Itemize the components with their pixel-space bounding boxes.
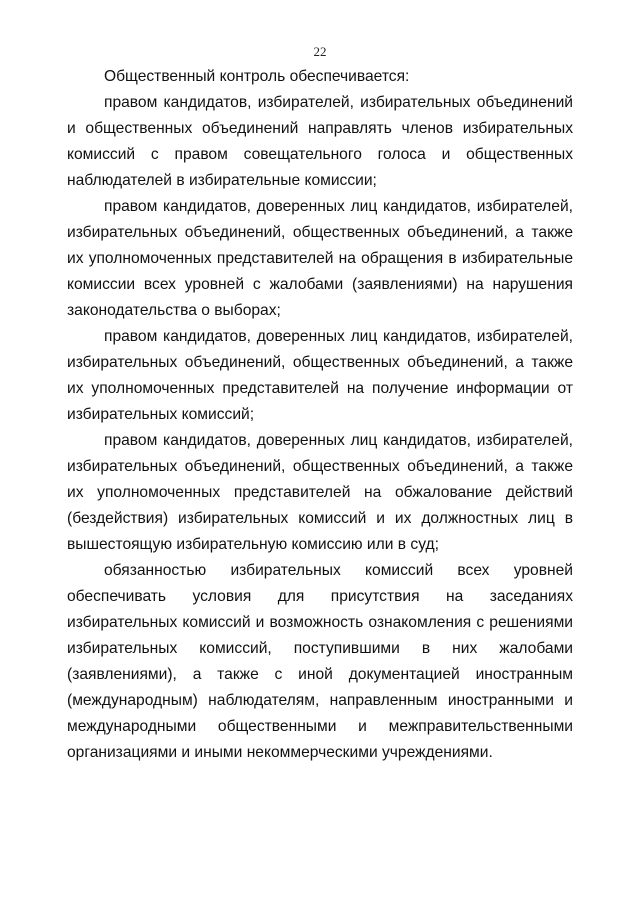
body-text [67, 64, 573, 766]
paragraph-complaints: правом кандидатов, доверенных лиц кандидатов, избирателей, избирательных объединений, общественных объединений, а также их уполномоченных представителей на обращения в избирательные комиссии всех уровней с жалобами (заявлениями) на нарушения законодательства о выборах; [67, 198, 573, 319]
paragraph-appeals: правом кандидатов, доверенных лиц кандидатов, избирателей, избирательных объединений, общественных объединений, а также их уполномоченных представителей на обжалование действий (бездействия) избирательных комиссий и их должностных лиц в вышестоящую избирательную комиссию или в суд; [67, 432, 573, 553]
paragraph-information: правом кандидатов, доверенных лиц кандидатов, избирателей, избирательных объединений, общественных объединений, а также их уполномоченных представителей на получение информации от избирательных комиссий; [67, 328, 573, 423]
paragraph-candidates-members: правом кандидатов, избирателей, избирательных объединений и общественных объединений направлять членов избирательных комиссий с правом совещательного голоса и общественных наблюдателей в избирательные комиссии; [67, 94, 573, 189]
paragraph-observers: обязанностью избирательных комиссий всех уровней обеспечивать условия для присутствия на заседаниях избирательных комиссий и возможность ознакомления с решениями избирательных комиссий, поступившими в них жалобами (заявлениями), а также с иной документацией иностранным (международным) наблюдателям, направленным иностранными и международными общественными и межправительственными организациями и иными некоммерческими учреждениями. [67, 562, 573, 761]
intro-line: Общественный контроль обеспечивается: [104, 68, 410, 85]
page-number: 22 [313, 44, 327, 59]
